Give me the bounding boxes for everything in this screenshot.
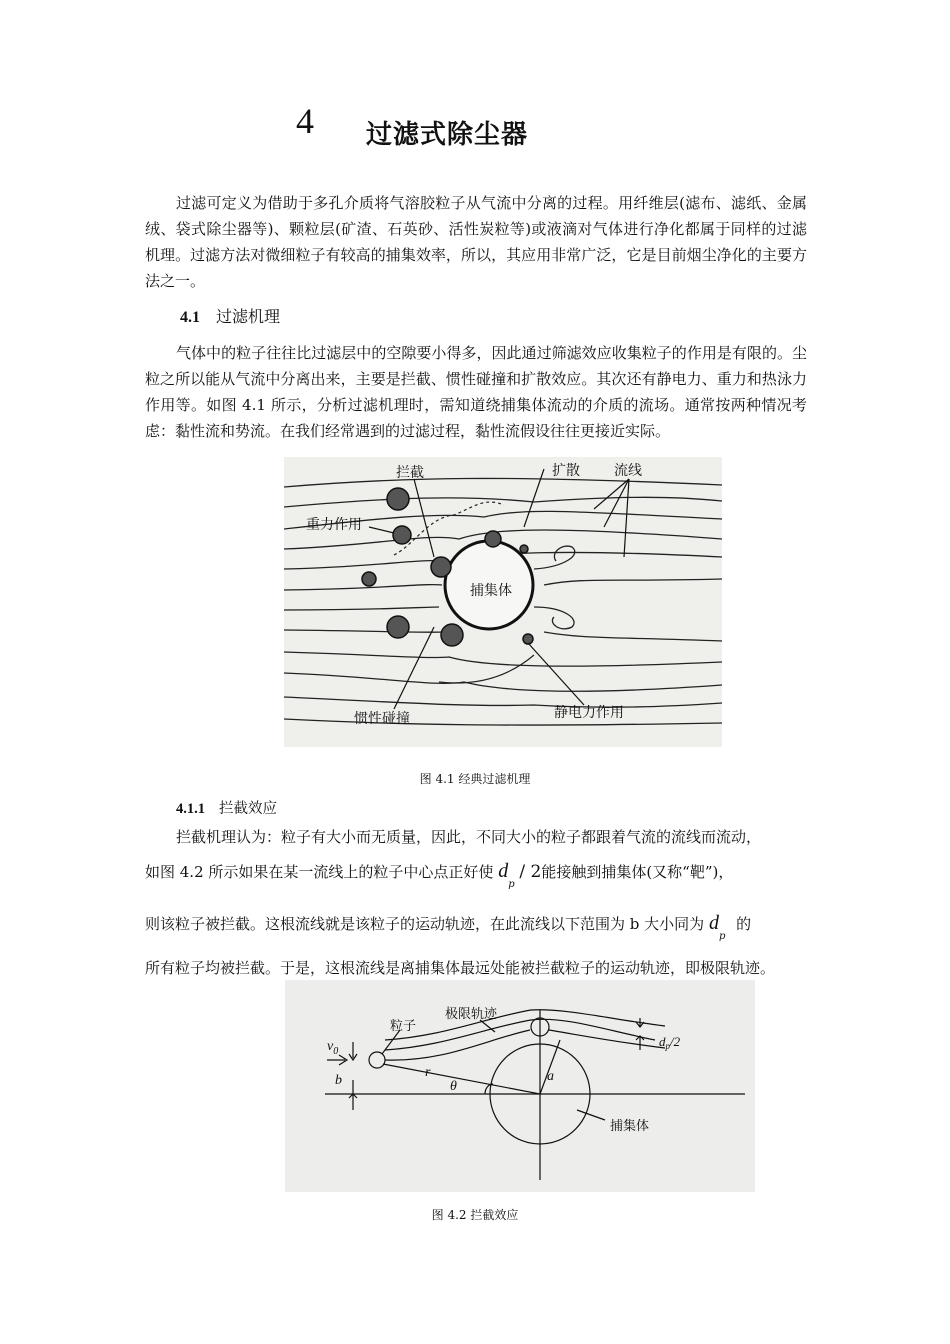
- text-run: 则该粒子被拦截。这根流线就是该粒子的运动轨迹，在此流线以下范围为 b 大小同为: [145, 915, 705, 933]
- subscript-p: p: [718, 931, 726, 942]
- label-collector: 捕集体: [610, 1119, 650, 1134]
- symbol-d: d: [498, 860, 509, 882]
- section-title: 过滤机理: [216, 307, 281, 326]
- label-r: r: [425, 1065, 431, 1080]
- label-electrostatic: 静电力作用: [554, 705, 624, 721]
- label-dp2-sub: p: [665, 1041, 670, 1051]
- label-b: b: [335, 1073, 342, 1088]
- label-streamline: 流线: [614, 463, 642, 479]
- section-number: 4.1: [180, 309, 200, 326]
- label-dp2-main: d: [659, 1034, 666, 1049]
- section-heading-4-1-1: [176, 797, 277, 818]
- label-v0-main: v: [327, 1039, 334, 1054]
- subscript-p: p: [508, 879, 515, 890]
- text-run: 如图 4.2 所示如果在某一流线上的粒子中心点正好使: [145, 863, 494, 881]
- label-gravity: 重力作用: [306, 517, 362, 533]
- label-diffusion: 扩散: [552, 463, 580, 479]
- label-dp2: [659, 1034, 681, 1051]
- label-particle: 粒子: [390, 1019, 417, 1034]
- label-limit-trajectory: 极限轨迹: [445, 1007, 498, 1022]
- interception-diagram: [285, 980, 755, 1192]
- section-heading-4-1: [180, 304, 280, 327]
- label-v0-sub: 0: [333, 1046, 339, 1057]
- section-number: 4.1.1: [176, 801, 205, 817]
- text-run: 能接触到捕集体(又称“靶”)，: [541, 863, 734, 881]
- interception-line-4: 所有粒子均被拦截。于是，这根流线是离捕集体最远处能被拦截粒子的运动轨迹，即极限轨迹。: [145, 959, 776, 977]
- figure-4-1: [284, 457, 722, 747]
- section-4-1-paragraph: 气体中的粒子往往比过滤层中的空隙要小得多，因此通过筛滤效应收集粒子的作用是有限的。尘粒之所以能从气流中分离出来，主要是拦截、惯性碰撞和扩散效应。其次还有静电力、重力和热泳力作用等。如图 4.1 所示，分析过滤机理时，需知道绕捕集体流动的介质的流场。通常按两种情况考虑：黏性流和势流。在我们经常遇到的过滤过程，黏性流假设往往更接近实际。: [145, 344, 807, 440]
- label-dp2-tail: /2: [670, 1034, 681, 1049]
- interception-line-1: 拦截机理认为：粒子有大小而无质量，因此，不同大小的粒子都跟着气流的流线而流动，: [176, 828, 762, 846]
- interception-line-3: [145, 912, 807, 942]
- figure-4-1-caption: 图 4.1 经典过滤机理: [419, 772, 531, 786]
- figure-4-2: [285, 980, 755, 1192]
- figure-4-2-caption: 图 4.2 拦截效应: [431, 1208, 519, 1222]
- chapter-heading: [0, 100, 950, 160]
- label-a: a: [547, 1069, 554, 1084]
- chapter-number: 4: [296, 101, 314, 141]
- filtration-mechanism-diagram: [284, 457, 722, 747]
- label-interception: 拦截: [396, 465, 424, 481]
- intro-paragraph: 过滤可定义为借助于多孔介质将气溶胶粒子从气流中分离的过程。用纤维层(滤布、滤纸、金属绒、袋式除尘器等)、颗粒层(矿渣、石英砂、活性炭粒等)或液滴对气体进行净化都属于同样的过滤机理。过滤方法对微细粒子有较高的捕集效率，所以，其应用非常广泛，它是目前烟尘净化的主要方法之一。: [145, 194, 807, 290]
- label-inertial: 惯性碰撞: [354, 711, 410, 727]
- symbol-d: d: [708, 912, 719, 934]
- interception-line-2: [145, 860, 807, 890]
- label-collector: 捕集体: [470, 583, 512, 599]
- label-theta: θ: [450, 1079, 457, 1094]
- symbol-fraction: / 2: [519, 862, 542, 882]
- text-run: 的: [736, 915, 752, 933]
- chapter-title: 过滤式除尘器: [366, 120, 529, 150]
- section-title: 拦截效应: [219, 801, 277, 817]
